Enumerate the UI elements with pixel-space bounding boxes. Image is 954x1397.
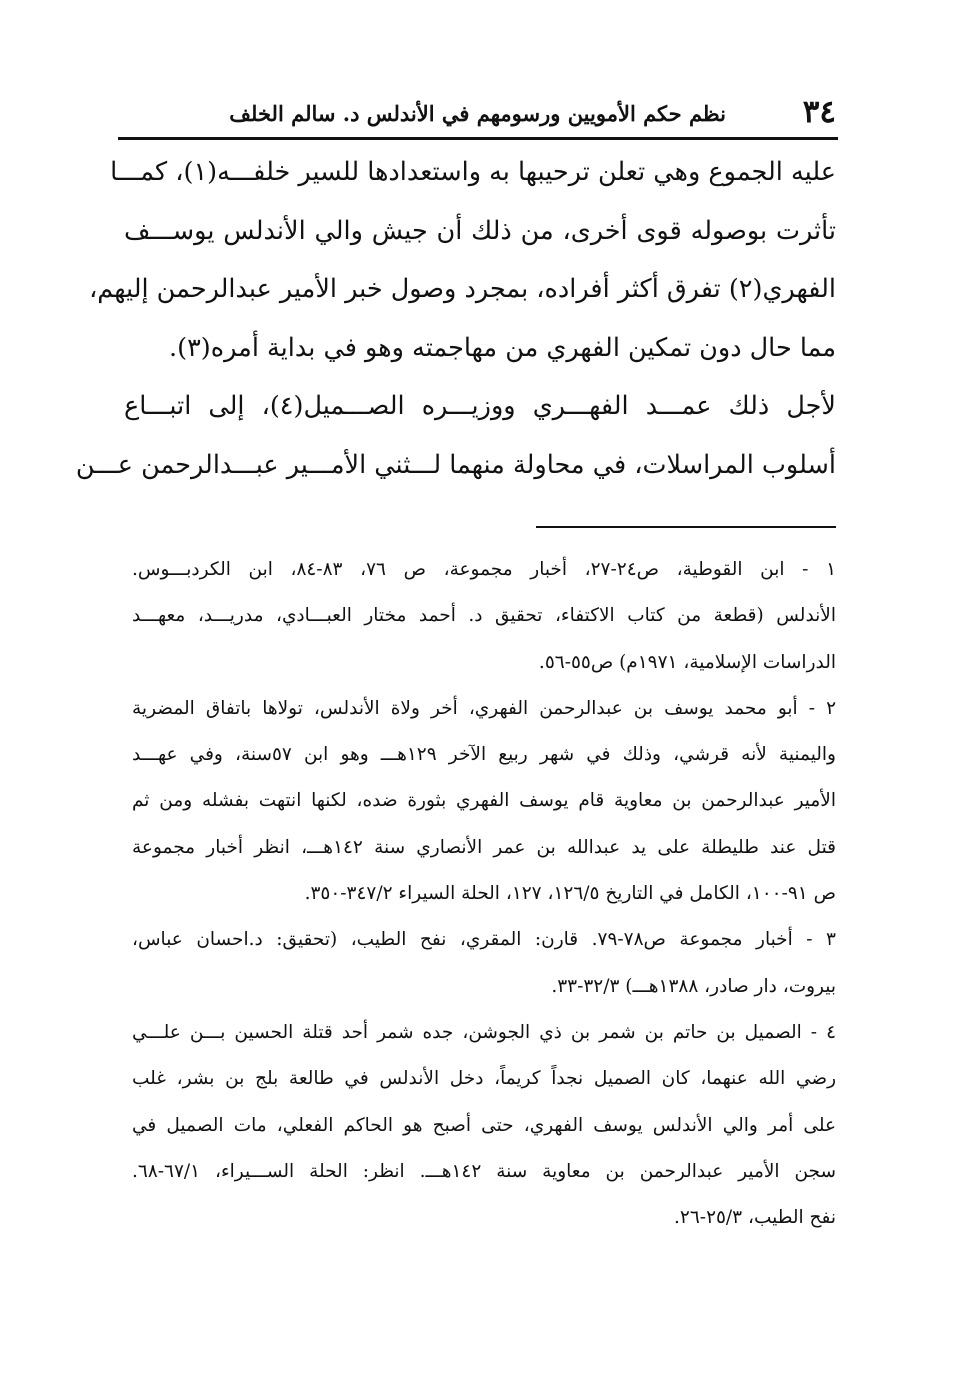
footnote-line: ٣ - أخبار مجموعة ص٧٨-٧٩. قارن: المقري، نفح الطيب، (تحقيق: د.احسان عباس، [132,929,836,951]
footnote-line: واليمنية لأنه قرشي، وذلك في شهر ربيع الآخر ١٢٩هـــ وهو ابن ٥٧سنة، وفي عهـــد [132,744,836,766]
footnote-line: ٢ - أبو محمد يوسف بن عبدالرحمن الفهري، أخر ولاة الأندلس، تولاها باتفاق المضرية [132,697,836,719]
main-text [75,143,836,494]
footnote-line: قتل عند طليطلة على يد عبدالله بن عمر الأنصاري سنة ١٤٢هـــ، انظر أخبار مجموعة [132,836,836,858]
body-line: عليه الجموع وهي تعلن ترحيبها به واستعدادها للسير خلفـــه(١)، كمـــا [110,157,836,187]
page-number: ٣٤ [802,94,836,130]
footnotes [132,547,836,1241]
header-rule [118,137,838,140]
body-line: تأثرت بوصوله قوى أخرى، من ذلك أن جيش والي الأندلس يوســـف [124,215,836,246]
footnote-3 [132,917,836,1010]
footnote-separator [536,526,836,528]
running-title: نظم حكم الأمويين ورسومهم في الأندلس د. سالم الخلف [229,101,726,126]
footnote-line: ص ٩١-١٠٠، الكامل في التاريخ ١٢٦/٥، ١٢٧، الحلة السيراء ٣٤٧/٢-٣٥٠. [304,883,836,905]
footnote-line: ٤ - الصميل بن حاتم بن شمر بن ذي الجوشن، جده شمر أحد قتلة الحسين بـــن علـــي [132,1021,836,1043]
footnote-line: نفح الطيب، ٢٥/٣-٢٦. [674,1207,836,1229]
footnote-line: رضي الله عنهما، كان الصميل نجداً كريماً، دخل الأندلس في طالعة بلج بن بشر، غلب [132,1068,836,1090]
body-line: الفهري(٢) تفرق أكثر أفراده، بمجرد وصول خبر الأمير عبدالرحمن إليهم، [89,274,836,304]
footnote-line: على أمر والي الأندلس يوسف الفهري، حتى أصبح هو الحاكم الفعلي، مات الصميل في [132,1114,836,1136]
footnote-line: الأندلس (قطعة من كتاب الاكتفاء، تحقيق د. أحمد مختار العبـــادي، مدريـــد، معهـــد [132,605,836,627]
footnote-2 [132,686,836,917]
footnote-line: ١ - ابن القوطية، ص٢٤-٢٧، أخبار مجموعة، ص ٧٦، ٨٣-٨٤، ابن الكردبـــوس. [132,559,836,580]
footnote-4 [132,1010,836,1241]
footnote-line: بيروت، دار صادر، ١٣٨٨هـــ) ٣٢/٣-٣٣. [551,975,836,997]
footnote-line: الدراسات الإسلامية، ١٩٧١م) ص٥٥-٥٦. [538,651,836,673]
footnote-1 [132,547,836,686]
body-line: أسلوب المراسلات، في محاولة منهما لـــثني الأمـــير عبـــدالرحمن عـــن [75,449,836,480]
page-header [118,92,838,138]
body-line: لأجل ذلك عمـــد الفهـــري ووزيـــره الصـــميل(٤)، إلى اتبـــاع [124,391,836,421]
footnote-line: سجن الأمير عبدالرحمن بن معاوية سنة ١٤٢هـــ. انظر: الحلة الســـيراء، ٦٧/١-٦٨. [132,1160,836,1182]
footnote-line: الأمير عبدالرحمن بن معاوية قام يوسف الفهري بثورة ضده، لكنها انتهت بفشله ومن ثم [132,790,836,812]
body-line: مما حال دون تمكين الفهري من مهاجمته وهو في بداية أمره(٣). [169,332,836,363]
